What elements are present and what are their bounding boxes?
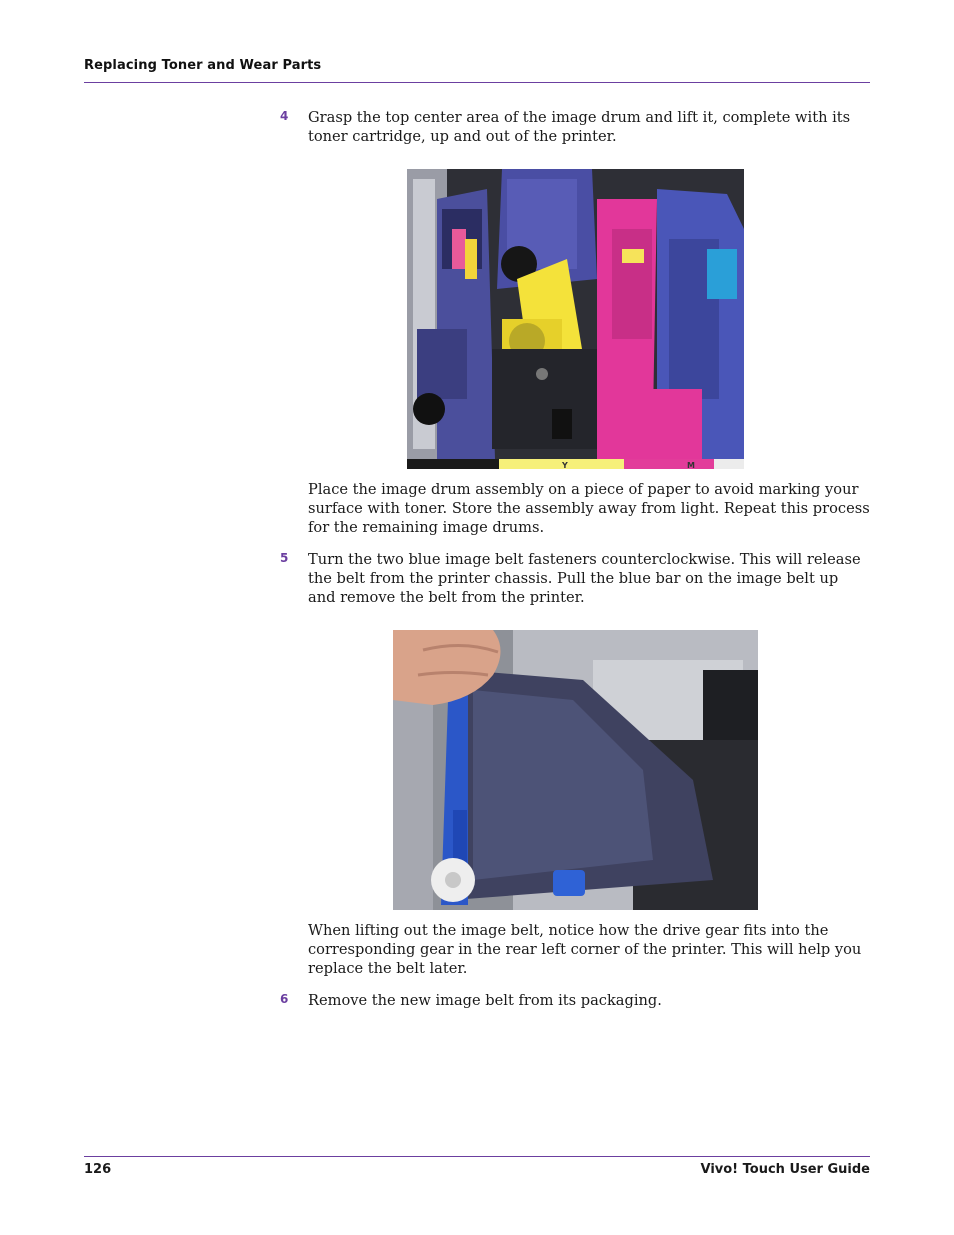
step-text: Turn the two blue image belt fasteners counterclockwise. This will release the belt from the printer chassis. Pull the blue bar on the image belt up and remove the belt from the printer. [308,551,861,606]
header-rule [84,82,870,83]
drive-gear-note: When lifting out the image belt, notice how the drive gear fits into the corresponding gear in the rear left corner of the printer. This will help you replace the belt later. [308,922,862,977]
drum-storage-note: Place the image drum assembly on a piece of paper to avoid marking your surface with toner. Store the assembly away from light. Repeat this process for the remaining image drums. [308,481,870,536]
page-number: 126 [84,1162,112,1177]
footer-rule [84,1156,870,1157]
image-drum-photo [407,169,744,469]
yellow-slot-label: Y [562,461,568,469]
running-head: Replacing Toner and Wear Parts [84,58,322,73]
image-belt-photo [393,630,758,910]
step-number: 6 [280,992,289,1006]
step-number: 5 [280,551,289,565]
guide-title: Vivo! Touch User Guide [700,1162,870,1177]
step-text: Grasp the top center area of the image drum and lift it, complete with its toner cartridge, up and out of the printer. [308,109,851,145]
magenta-slot-label: M [687,461,695,469]
step-number: 4 [280,109,289,123]
step-text: Remove the new image belt from its packaging. [308,992,662,1009]
